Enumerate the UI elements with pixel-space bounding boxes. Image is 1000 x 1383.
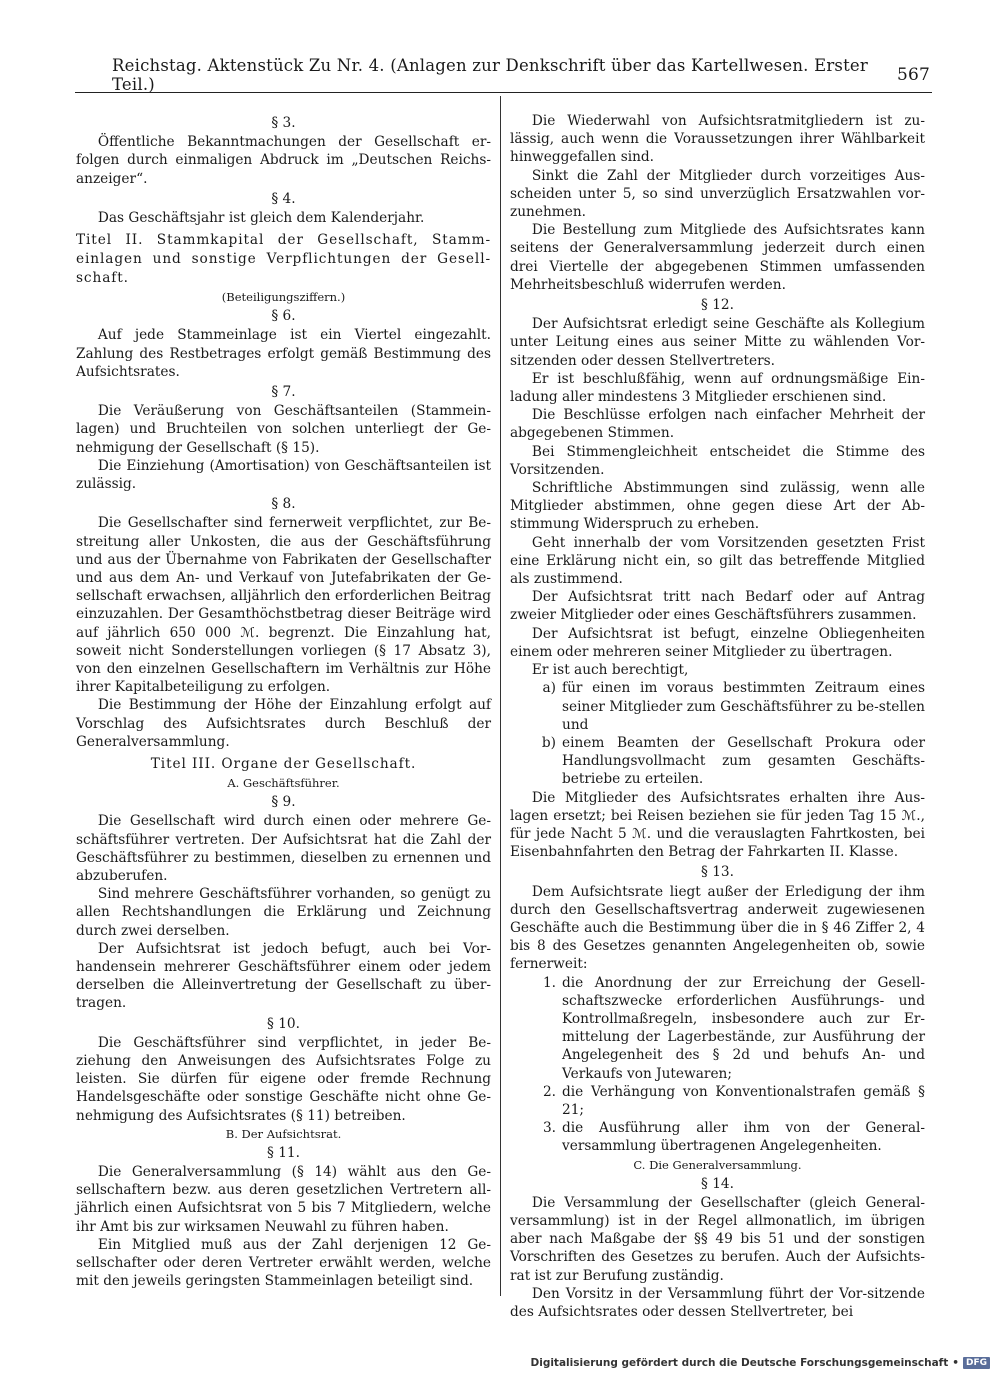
list-item-text: die Anordnung der zur Erreichung der Gesell-schaftszwecke erforderlichen Ausführungs- und Kontrollmaßregeln, insbesondere auch zur Er-mittelung der Lagerbestände, zur Ausführung der Angelegenheit des § 2d und behufs An- und Verkaufs von Jutewaren; bbox=[562, 974, 925, 1082]
paragraph: Öffentliche Bekanntmachungen der Gesellschaft er-folgen durch einmaligen Abdruck im „Deutschen Reichs-anzeiger“. bbox=[76, 134, 491, 187]
header-title: Reichstag. Aktenstück Zu Nr. 4. (Anlagen zur Denkschrift über das Kartellwesen. Erster Teil.) bbox=[112, 56, 868, 94]
footer-text: Digitalisierung gefördert durch die Deutsche Forschungsgemeinschaft bbox=[530, 1357, 949, 1369]
paragraph: Der Aufsichtsrat ist jedoch befugt, auch bei Vor-handensein mehrerer Geschäftsführer einem oder jedem derselben die Alleinvertretung der Gesellschaft zu über-tragen. bbox=[76, 940, 491, 1012]
paragraph: Sind mehrere Geschäftsführer vorhanden, so genügt zu allen Rechtshandlungen die Erklärung und Zeichnung durch zwei derselben. bbox=[76, 886, 491, 939]
right-column bbox=[510, 112, 925, 1321]
list-marker: b) bbox=[541, 734, 556, 751]
section-heading: § 6. bbox=[271, 308, 296, 325]
paragraph: Die Gesellschafter sind fernerweit verpflichtet, zur Be-streitung aller Unkosten, die aus der Geschäftsführung und aus der Übernahme von Fabrikaten der Gesellschafter und aus dem An- und Verkauf von Jutefabrikaten der Ge-sellschaft erwachsen, alljährlich den erforderlichen Beitrag einzuzahlen. Der Gesamthöchstbetrag dieser Beiträge wird auf jährlich 650 000 ℳ. begrenzt. Die Einzahlung hat, soweit nicht Sonderstellungen vorliegen (§ 17 Absatz 3), von den einzelnen Gesellschaftern im Verhältnis zur Höhe ihrer Kapitalbeteiligung zu erfolgen. bbox=[76, 515, 491, 696]
section-heading: § 13. bbox=[701, 864, 734, 881]
lettered-list bbox=[510, 679, 925, 788]
page-number: 567 bbox=[896, 65, 930, 85]
list-item bbox=[510, 734, 925, 789]
list-item-text: für einen im voraus bestimmten Zeitraum eines seiner Mitglieder zum Geschäftsführer zu be-stellen und bbox=[562, 680, 925, 733]
list-marker: 1. bbox=[542, 974, 556, 991]
section-heading: § 9. bbox=[271, 794, 296, 811]
paragraph: Er ist auch berechtigt, bbox=[531, 662, 689, 679]
paragraph: Geht innerhalb der vom Vorsitzenden gesetzten Frist eine Erklärung nicht ein, so gilt das betreffende Mitglied als zustimmend. bbox=[510, 534, 925, 588]
title-heading: Titel II. Stammkapital der Gesellschaft, Stamm-einlagen und sonstige Verpflichtungen der Gesell-schaft. bbox=[76, 232, 491, 287]
section-heading: § 8. bbox=[271, 496, 296, 513]
numbered-list bbox=[510, 974, 925, 1156]
subheading: C. Die Generalversammlung. bbox=[633, 1157, 802, 1172]
list-marker: 2. bbox=[542, 1083, 556, 1100]
paragraph: Das Geschäftsjahr ist gleich dem Kalenderjahr. bbox=[97, 210, 425, 227]
paragraph: Die Versammlung der Gesellschafter (gleich General-versammlung) ist in der Regel allmonatlich, im übrigen aber nach Maßgabe der §§ 49 bis 51 und der sonstigen Vorschriften des Gesetzes zu berufen. Auch der Aufsichts-rat ist zur Berufung zuständig. bbox=[510, 1194, 925, 1284]
section-heading: § 7. bbox=[271, 384, 296, 401]
digitization-footer bbox=[531, 1357, 991, 1369]
paragraph: Die Wiederwahl von Aufsichtsratmitgliedern ist zu-lässig, auch wenn die Voraussetzungen ihrer Wählbarkeit hinweggefallen sind. bbox=[510, 113, 925, 166]
title-heading: Titel III. Organe der Gesellschaft. bbox=[150, 756, 417, 773]
paragraph: Der Aufsichtsrat ist befugt, einzelne Obliegenheiten einem oder mehreren seiner Mitglieder zu übertragen. bbox=[510, 625, 925, 660]
list-item bbox=[510, 974, 925, 1083]
section-heading: § 14. bbox=[701, 1175, 734, 1192]
paragraph: Sinkt die Zahl der Mitglieder durch vorzeitiges Aus-scheiden unter 5, so sind unverzüglich Ersatzwahlen vor-zunehmen. bbox=[510, 167, 925, 221]
column-divider bbox=[500, 96, 501, 1296]
paragraph: Die Gesellschaft wird durch einen oder mehrere Ge-schäftsführer vertreten. Der Aufsichtsrat hat die Zahl der Geschäftsführer zu bestimmen, dieselben zu ernennen und abzuberufen. bbox=[76, 813, 491, 884]
paragraph: Den Vorsitz in der Versammlung führt der Vor-sitzende des Aufsichtsrates oder dessen Stellvertreter, bei bbox=[510, 1285, 925, 1320]
subheading: (Beteiligungsziffern.) bbox=[221, 290, 346, 305]
section-heading: § 12. bbox=[701, 297, 734, 314]
running-header bbox=[112, 56, 930, 94]
list-item-text: die Ausführung aller ihm von der General-versammlung übertragenen Angelegenheiten. bbox=[562, 1120, 925, 1155]
subheading: A. Geschäftsführer. bbox=[227, 776, 340, 791]
list-item bbox=[510, 679, 925, 734]
header-rule bbox=[75, 92, 932, 93]
paragraph: Die Geschäftsführer sind verpflichtet, in jeder Be-ziehung den Anweisungen des Aufsichtsrates Folge zu leisten. Sie dürfen für eigene oder fremde Rechnung Handelsgeschäfte oder sonstige Geschäfte nicht ohne Ge-nehmigung des Aufsichtsrates (§ 11) betreiben. bbox=[76, 1034, 491, 1124]
paragraph: Er ist beschlußfähig, wenn auf ordnungsmäßige Ein-ladung aller mindestens 3 Mitglieder erschienen sind. bbox=[510, 370, 925, 406]
paragraph: Der Aufsichtsrat tritt nach Bedarf oder auf Antrag zweier Mitglieder oder eines Geschäftsführers zusammen. bbox=[510, 589, 925, 624]
paragraph: Bei Stimmengleichheit entscheidet die Stimme des Vorsitzenden. bbox=[510, 443, 925, 478]
paragraph: Dem Aufsichtsrate liegt außer der Erledigung der ihm durch den Gesellschaftsvertrag anderweit zugewiesenen Geschäfte auch die Bestimmung über die in § 46 Ziffer 2, 4 bis 8 des Gesetzes genannten Angelegenheiten ob, sowie fernerweit: bbox=[510, 883, 925, 973]
list-marker: a) bbox=[542, 680, 556, 697]
section-heading: § 3. bbox=[271, 115, 296, 131]
dfg-logo-icon: DFG bbox=[963, 1357, 990, 1369]
paragraph: Schriftliche Abstimmungen sind zulässig, wenn alle Mitglieder abstimmen, ohne gegen diese Art der Ab-stimmung Widerspruch zu erheben. bbox=[510, 480, 925, 533]
subheading: B. Der Aufsichtsrat. bbox=[225, 1126, 342, 1141]
paragraph: Die Mitglieder des Aufsichtsrates erhalten ihre Aus-lagen ersetzt; bei Reisen beziehen sie für jeden Tag 15 ℳ., für jede Nacht 5 ℳ. und die verauslagten Fahrtkosten, bei Eisenbahnfahrten den Betrag der Fahrkarten II. Klasse. bbox=[510, 789, 925, 861]
section-heading: § 11. bbox=[267, 1144, 300, 1161]
paragraph: Die Bestimmung der Höhe der Einzahlung erfolgt auf Vorschlag des Aufsichtsrates durch Beschluß der Generalversammlung. bbox=[76, 697, 491, 750]
paragraph: Die Veräußerung von Geschäftsanteilen (Stammein-lagen) und Bruchteilen von solchen unterliegt der Ge-nehmigung der Gesellschaft (§ 15). bbox=[76, 403, 491, 456]
paragraph: Die Einziehung (Amortisation) von Geschäftsanteilen ist zulässig. bbox=[76, 457, 491, 493]
separator: • bbox=[952, 1357, 959, 1369]
paragraph: Auf jede Stammeinlage ist ein Viertel eingezahlt. Zahlung des Restbetrages erfolgt gemäß Bestimmung des Aufsichtsrates. bbox=[76, 327, 491, 380]
list-item bbox=[510, 1083, 925, 1119]
paragraph: Der Aufsichtsrat erledigt seine Geschäfte als Kollegium unter Leitung eines aus seiner Mitte zu wählenden Vor-sitzenden oder dessen Stellvertreters. bbox=[510, 316, 925, 369]
paragraph: Die Generalversammlung (§ 14) wählt aus den Ge-sellschaftern bezw. aus deren gesetzlichen Vertretern all-jährlich einen Aufsichtsrat von 5 bis 7 Mitgliedern, welche ihr Amt bis zur wirksamen Neuwahl zu führen haben. bbox=[76, 1163, 491, 1235]
left-column bbox=[76, 112, 491, 1290]
paragraph: Die Bestellung zum Mitgliede des Aufsichtsrates kann seitens der Generalversammlung jederzeit durch einen drei Viertelle der abgegebenen Stimmen umfassenden Mehrheitsbeschluß widerrufen werden. bbox=[510, 222, 925, 293]
section-heading: § 4. bbox=[271, 190, 296, 207]
paragraph: Die Beschlüsse erfolgen nach einfacher Mehrheit der abgegebenen Stimmen. bbox=[510, 407, 925, 442]
paragraph: Ein Mitglied muß aus der Zahl derjenigen 12 Ge-sellschafter oder deren Vertreter erwählt werden, welche mit den jeweils geringsten Stammeinlagen beteiligt sind. bbox=[76, 1236, 491, 1290]
list-item-text: die Verhängung von Konventionalstrafen gemäß § 21; bbox=[562, 1083, 925, 1118]
list-marker: 3. bbox=[542, 1120, 556, 1137]
section-heading: § 10. bbox=[267, 1015, 300, 1032]
list-item bbox=[510, 1119, 925, 1155]
list-item-text: einem Beamten der Gesellschaft Prokura oder Handlungsvollmacht zum gesamten Geschäfts-betriebe zu erteilen. bbox=[562, 734, 925, 788]
